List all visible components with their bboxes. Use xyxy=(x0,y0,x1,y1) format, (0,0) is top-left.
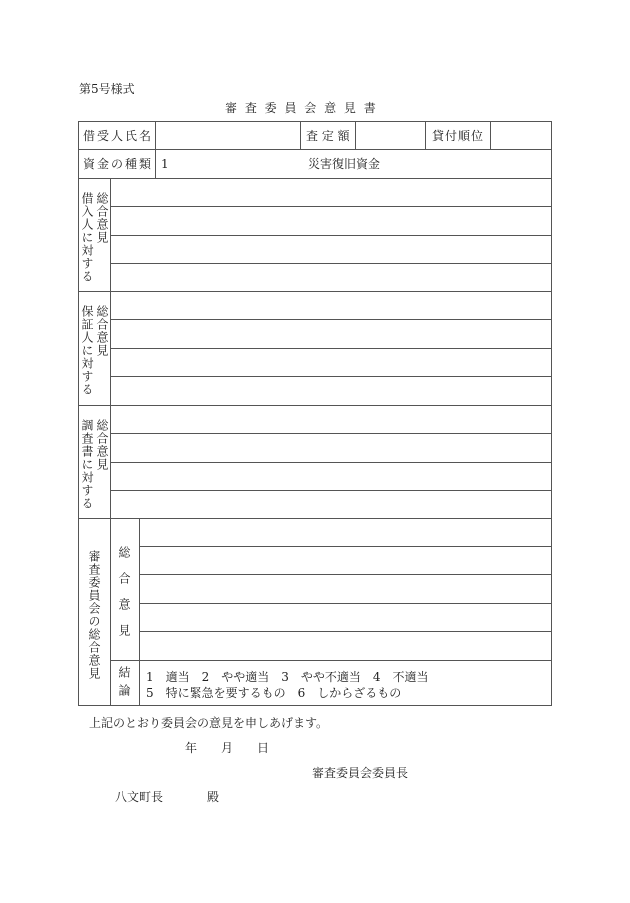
fund-type-number: 1 xyxy=(161,156,169,171)
committee-chair: 審査委員会委員長 xyxy=(312,766,409,780)
committee-label: 審査委員会の総合意見 xyxy=(87,550,101,680)
assessed-amount-label: 査 定 額 xyxy=(306,128,350,143)
section-opinion-field[interactable] xyxy=(111,179,551,290)
loan-order-label: 貸付順位 xyxy=(432,128,485,143)
statement: 上記のとおり委員会の意見を申しあげます。 xyxy=(89,716,329,730)
section-opinion-field[interactable] xyxy=(111,406,551,517)
conclusion-options-line2: 5 特に緊急を要するもの 6 しからざるもの xyxy=(146,686,402,700)
fund-type-label: 資金の種類 xyxy=(83,157,154,171)
section-label-b: 総合意見 xyxy=(95,419,109,471)
loan-order-field[interactable] xyxy=(491,122,551,148)
page-title: 審 査 委 員 会 意 見 書 xyxy=(225,101,378,115)
form-number: 第5号様式 xyxy=(79,82,135,96)
conclusion-label: 結論 xyxy=(117,666,131,702)
section-label-a: 調査書に対する xyxy=(80,419,94,510)
section-label-a: 借入人に対する xyxy=(80,192,94,283)
honorific: 殿 xyxy=(207,790,220,804)
section-opinion-field[interactable] xyxy=(111,292,551,403)
conclusion-options-line1: 1 適当 2 やや適当 3 やや不適当 4 不適当 xyxy=(146,670,429,684)
addressee: 八文町長 xyxy=(115,790,164,804)
committee-opinion-field[interactable] xyxy=(140,519,551,659)
committee-opinion-label: 総合意見 xyxy=(117,546,131,650)
borrower-name-field[interactable] xyxy=(156,122,299,148)
borrower-name-label: 借受人氏名 xyxy=(83,128,154,143)
assessed-amount-field[interactable] xyxy=(356,122,424,148)
section-label-b: 総合意見 xyxy=(95,192,109,244)
fund-type-name: 災害復旧資金 xyxy=(308,157,381,171)
section-label-a: 保証人に対する xyxy=(80,305,94,396)
section-label-b: 総合意見 xyxy=(95,305,109,357)
date-line: 年 月 日 xyxy=(185,741,270,755)
